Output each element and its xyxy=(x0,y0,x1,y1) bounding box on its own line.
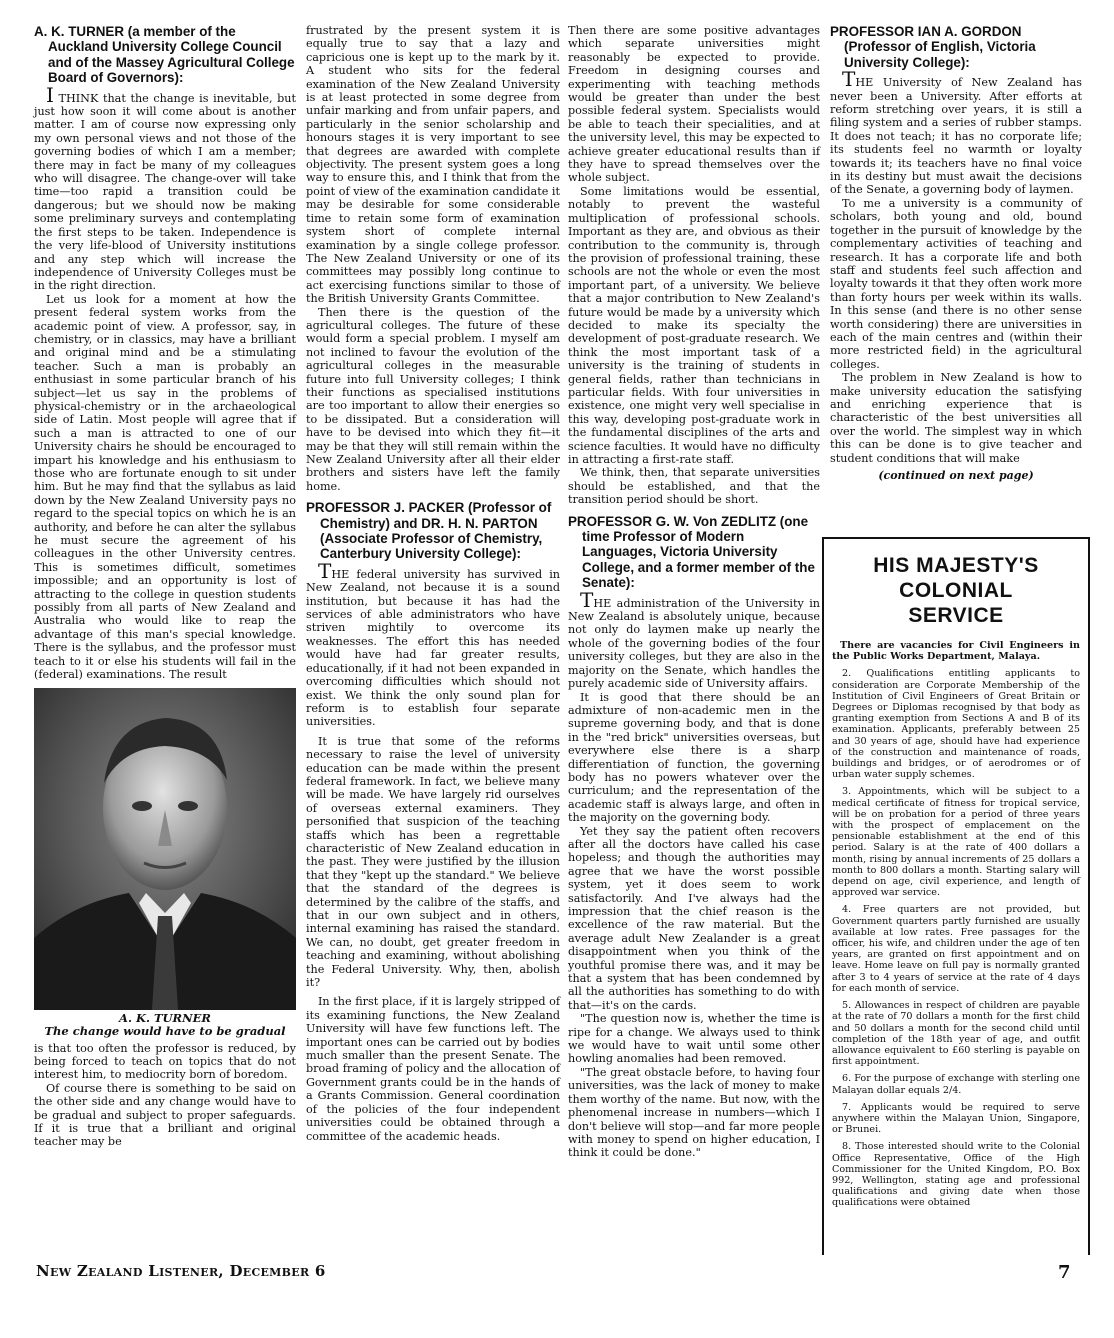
heading-gordon xyxy=(830,24,1082,70)
heading-affiliation: (a member of the Auckland University College Council and of the Massey Agricultural College Board of Governors): xyxy=(48,24,295,86)
paragraph: is that too often the professor is reduced, by being forced to teach on topics that do not interest him, to mediocrity born of boredom. xyxy=(34,1041,296,1082)
paragraph: I THINK that the change is inevitable, but just how soon it will come about is another matter. I am of course now expressing only my own personal views and not those of the governing bodies of which I am a member; there may in fact be many of my colleagues who will disagree. The change-over will take time—too rapid a transition could be dangerous; but we should now be making some preliminary surveys and contemplating the first steps to be taken. Independence is the very life-blood of University institutions and any step which will increase the independence of University Colleges must be in the right direction. xyxy=(34,82,296,293)
heading-affiliation: (Professor of Chemistry) and DR. H. N. PARTON (Associate Professor of Chemistry, Canterbury University College): xyxy=(320,500,552,562)
page-number: 7 xyxy=(1058,1262,1071,1283)
advert-lead: There are vacancies for Civil Engineers in the Public Works Department, Malaya. xyxy=(832,640,1080,663)
continued-note: (continued on next page) xyxy=(878,469,1034,482)
heading-affiliation: (one time Professor of Modern Languages, Victoria University College, and a former member of the Senate): xyxy=(582,513,815,591)
paragraph: "The question now is, whether the time is ripe for a change. We always used to think we would have to wait until some other howling anomalies had been removed. xyxy=(568,1012,820,1066)
advert-title-line-1: HIS MAJESTY'S COLONIAL xyxy=(873,554,1039,602)
paragraph: It is true that some of the reforms necessary to raise the level of university education can be made within the present federal framework. In fact, we believe many will be made. We have largely rid ourselves of overseas external examiners. They personified that suspicion of the teaching staffs which has been a regrettable characteristic of New Zealand education in the past. They were justified by the illusion that they "kept up the standard." We believe that the standard of the degrees is determined by the calibre of the staffs, and that in our own subject and in others, internal examining has raised the standard. We can, no doubt, get greater freedom in teaching and examining, without abolishing the Federal University. Why, then, abolish it? xyxy=(306,734,560,990)
paragraph: Let us look for a moment at how the present federal system works from the academic point of view. A professor, say, in chemistry, or in classics, may have a brilliant and original mind and be a stimulating teacher. Such a man is probably an enthusiast in some particular branch of his subject—let us say in the problems of physical-chemistry or in the archaeological side of Latin. Most people will agree that if such a man is attracted to one of our University chairs he should be encouraged to impart his knowledge and his enthusiasm to those who are fortunate enough to sit under him. But he may find that the syllabus as laid down by the New Zealand University pays no regard to the special topics on which he is an authority, and before he can alter the syllabus he must secure the agreement of his colleagues in the other University centres. This is sometimes difficult, sometimes impossible; and an opportunity is lost of attracting to the college in question students possibly from all parts of New Zealand and Australia who would like to reap the advantage of this man's special knowledge. There is the syllabus, and the professor must teach to it or else his students will fail in the (federal) examinations. The result xyxy=(34,292,296,682)
advert-title-line-2: SERVICE xyxy=(908,604,1004,627)
paragraph: The problem in New Zealand is how to make university education the satisfying and enriching experience that is characteristic of the best universities all over the world. The simplest way in which this can be done is to give teacher and student conditions that will make xyxy=(830,371,1082,465)
paragraph: THE administration of the University in New Zealand is absolutely unique, because not only do laymen make up nearly the whole of the governing bodies of the four university colleges, but they are also in the majority on the Senate, which handles the purely academic side of University affairs. xyxy=(568,587,820,691)
column-3 xyxy=(568,24,820,1160)
portrait-illustration xyxy=(34,688,296,1010)
paragraph: THE University of New Zealand has never been a University. After efforts at reform stretching over years, it is still a filing system and a series of rubber stamps. It does not teach; it has no corporate life; its students feel no warmth or loyalty towards it; its teachers have no final voice in its destiny but must await the decisions of the Senate, a governing body of laymen. xyxy=(830,67,1082,197)
heading-packer-parton xyxy=(306,500,560,562)
paragraph: We think, then, that separate universities should be established, and that the transition period should be short. xyxy=(568,466,820,507)
advert-paragraph: 3. Appointments, which will be subject to a medical certificate of fitness for tropical service, will be on probation for a period of three years with the prospect of emplacement on the pensionable establishment at the end of this period. Salary is at the rate of 400 dollars a month, rising by annual increments of 25 dollars a month to 800 dollars a month. Starting salary will depend on age, civil experience, and length of approved war service. xyxy=(832,786,1080,899)
paragraph: "The great obstacle before, to having four universities, was the lack of money to make them worthy of the name. But now, with the phenomenal increase in numbers—which I don't believe will stop—and far more people with money to spend on higher education, I think it could be done." xyxy=(568,1065,820,1160)
advert-paragraph: 4. Free quarters are not provided, but Government quarters partly furnished are usually available at low rates. Free passages for the officer, his wife, and children under the age of ten years, are granted on first appointment and on leave. Home leave on full pay is normally granted after 3 to 4 years of service at the rate of 4 days for each month of service. xyxy=(832,904,1080,994)
heading-name: A. K. TURNER xyxy=(34,24,125,39)
paragraph: It is good that there should be an admixture of non-academic men in the supreme governing body, and that is done in the "red brick" universities overseas, but everywhere else there is a sharp differentiation of function, the governing body has no powers whatever over the curriculum; and the representation of the academic staff is always large, and often in the majority on the governing body. xyxy=(568,690,820,825)
advert-title xyxy=(824,553,1088,628)
heading-turner xyxy=(34,24,296,86)
heading-von-zedlitz xyxy=(568,514,820,591)
caption-name: A. K. TURNER xyxy=(119,1010,211,1025)
advert-paragraph: 6. For the purpose of exchange with sterling one Malayan dollar equals 2/4. xyxy=(832,1073,1080,1096)
advert-paragraph: 8. Those interested should write to the Colonial Office Representative, Office of the High Commissioner for the United Kingdom, P.O. Box 992, Wellington, stating age and professional qualifications and giving date when those qualifications were obtained xyxy=(832,1141,1080,1209)
colonial-service-advert xyxy=(822,537,1090,1255)
heading-name: PROFESSOR J. PACKER xyxy=(306,500,465,516)
paragraph: Then there is the question of the agricultural colleges. The future of these would form a special problem. I myself am not inclined to favour the evolution of the agricultural colleges in the measurable future into full University colleges; I think their functions as specialised institutions are too important to allow their energies so to be dissipated. But a consideration will have to be devised into which they fit—it may be that they will still remain within the New Zealand University after all their elder brothers and sisters have left the family home. xyxy=(306,305,560,493)
column-1 xyxy=(34,24,296,1149)
heading-name: PROFESSOR IAN A. GORDON xyxy=(830,24,1022,39)
publication-footer: New Zealand Listener, December 6 xyxy=(36,1262,326,1280)
advert-body xyxy=(824,640,1088,1209)
paragraph: To me a university is a community of scholars, both young and old, bound together in the pursuit of knowledge by the complementary activities of teaching and research. It has a corporate life and both staff and students feel such affection and loyalty towards it that they often work more than forty hours per week within its walls. In this sense (and there is no other sense worth considering) there are universities in each of the main centres and (within their more restricted field) in the agricultural colleges. xyxy=(830,196,1082,371)
paragraph: frustrated by the present system it is equally true to say that a lazy and capricious one is kept up to the mark by it. A student who sits for the federal examination of the New Zealand University is at least protected in some degree from unfair marking and from unfair papers, and particularly in the senior scholarship and honours stages it is very important to see that degrees are awarded with complete objectivity. The present system goes a long way to ensure this, and I think that from the point of view of the examination candidate it may be desirable for some considerable time to retain some form of examination system short of complete internal examination by a single college professor. The New Zealand University or one of its committees may possibly long continue to act exercising functions similar to those of the British University Grants Committee. xyxy=(306,24,560,306)
advert-paragraph: 7. Applicants would be required to serve anywhere within the Malayan Union, Singapore, or Brunei. xyxy=(832,1101,1080,1136)
advert-paragraph: 2. Qualifications entitling applicants to consideration are Corporate Membership of the Institution of Civil Engineers of Great Britain or Degrees or Diplomas recognised by that body as granting exemption from Sections A and B of its examination. Applicants, preferably between 25 and 30 years of age, should have had experience of the construction and maintenance of roads, buildings and bridges, or of aerodromes or of urban water supply schemes. xyxy=(832,668,1080,781)
heading-name: PROFESSOR G. W. Von ZEDLITZ xyxy=(568,513,777,529)
paragraph: In the first place, if it is largely stripped of its examining functions, the New Zealand University will have few functions left. The important ones can be carried out by bodies much smaller than the present Senate. The broad framing of policy and the allocation of Government grants could be in the hands of a Grants Commission. General coordination of the policies of the four independent universities could be obtained through a committee of the academic heads. xyxy=(306,995,560,1143)
paragraph: THE federal university has survived in New Zealand, not because it is a sound institution, but because it has had the services of able administrators who have striven mightily to overcome its weaknesses. The effort this has needed would have had far greater results, educationally, if it had not been expanded in overcoming difficulties which should not exist. We think the only sound plan for reform is to establish four separate universities. xyxy=(306,558,560,729)
advert-paragraph: 5. Allowances in respect of children are payable at the rate of 70 dollars a month for the first child and 50 dollars a month for the second child until completion of the 18th year of age, and outfit allowance equivalent to £60 sterling is payable on first appointment. xyxy=(832,1000,1080,1068)
paragraph: Of course there is something to be said on the other side and any change would have to be gradual and subject to proper safeguards. If it is true that a brilliant and original teacher may be xyxy=(34,1081,296,1149)
caption-quote: The change would have to be gradual xyxy=(44,1023,286,1038)
paragraph: Yet they say the patient often recovers after all the doctors have called his case hopeless; and though the authorities may agree that we have the worst possible system, yet it does seem to work satisfactorily. And I've always had the impression that the chief reason is the excellence of the raw material. But the average adult New Zealander is a great disappointment when you think of the youthful promise there was, and it may be that a system that has been condemned by all the authorities has something to do with that—it's on the cards. xyxy=(568,824,820,1012)
heading-affiliation: (Professor of English, Victoria University College): xyxy=(844,39,1036,70)
portrait-photo xyxy=(34,688,296,1010)
column-4 xyxy=(830,24,1082,482)
photo-caption xyxy=(34,1012,296,1038)
paragraph: Some limitations would be essential, notably to prevent the wasteful multiplication of professional schools. Important as they are, and obvious as their contribution to the community is, through the provision of professional training, these schools are not the whole or even the most important part, of a university. We believe that a major contribution to New Zealand's future would be made by a university which decided to make its specialty the development of post-graduate research. We think the most important task of a university is the training of students in general fields, rather than technicians in particular fields. With four universities in existence, one might very well specialise in this way, developing post-graduate work in the fundamental disciplines of the arts and science faculties. It would have no difficulty in attracting a first-rate staff. xyxy=(568,184,820,466)
column-2 xyxy=(306,24,560,1143)
paragraph: Then there are some positive advantages which separate universities might reasonably be expected to provide. Freedom in designing courses and experimenting with teaching methods would be greater than under the best possible federal system. Specialists would be able to teach their specialities, and at the university level, this may be expected to achieve greater educational results than if they have to spread themselves over the whole subject. xyxy=(568,24,820,185)
